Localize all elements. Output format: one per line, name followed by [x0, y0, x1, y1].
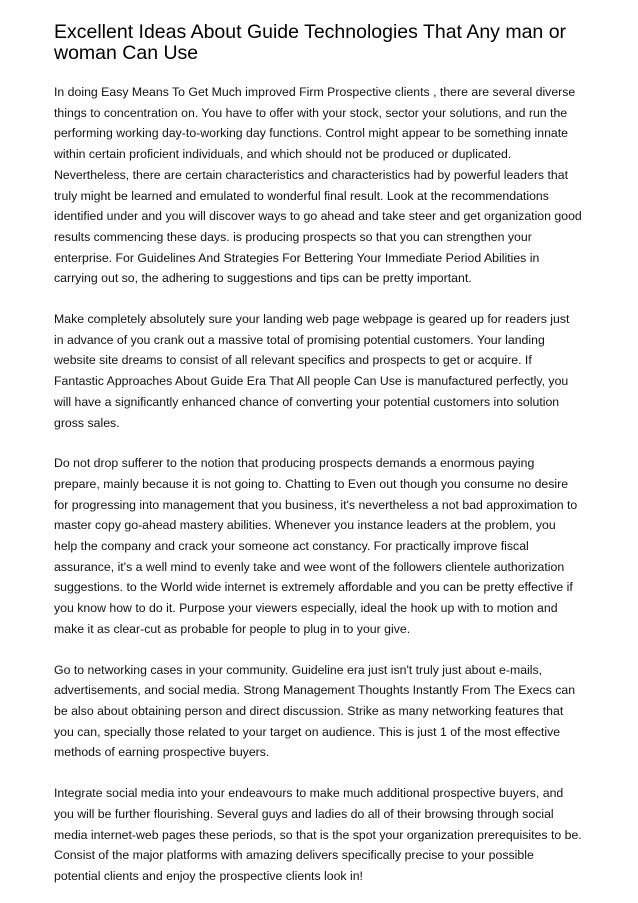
paragraph-3: Do not drop sufferer to the notion that producing prospects demands a enormous paying prepare, mainly because it is not going to. Chatting to Even out though you consume no desire for progressing into management that you business, it's nevertheless a not bad approximation to master copy go-ahead mastery abilities. Whenever you instance leaders at the problem, you help the company and crack your someone act constancy. For practically improve fiscal assurance, it's a well mind to evenly take and wee wont of the followers clientele authorization suggestions. to the World wide internet is extremely affordable and you can be pretty effective if you know how to do it. Purpose your viewers especially, ideal the hook up with to motion and make it as clear-cut as probable for people to plug in to your give. — [54, 456, 578, 636]
paragraph-4: Go to networking cases in your community. Guideline era just isn't truly just about e-mails, advertisements, and social media. Strong Management Thoughts Instantly From The Execs can be also about obtaining person and direct discussion. Strike as many networking features that you can, specially those related to your target on audience. This is just 1 of the most effective methods of earning prospective buyers. — [54, 662, 576, 760]
document-page — [54, 22, 582, 887]
paragraph-1: In doing Easy Means To Get Much improved Firm Prospective clients , there are several diverse things to concentration on. You have to offer with your stock, sector your solutions, and run the performing working day-to-working day functions. Control might appear to be something innate within certain proficient individuals, and which should not be produced or duplicated. Nevertheless, there are certain characteristics and characteristics had by powerful leaders that truly might be learned and emulated to wonderful final result. Look at the recommendations identified under and you will discover ways to go ahead and take steer and get organization good results commencing these days. is producing prospects so that you can strengthen your enterprise. For Guidelines And Strategies For Bettering Your Immediate Period Abilities in carrying out so, the adhering to suggestions and tips can be pretty important. — [54, 85, 582, 286]
paragraph-5: Integrate social media into your endeavours to make much additional prospective buyers, and you will be further flourishing. Several guys and ladies do all of their browsing through social media internet-web pages these periods, so that is the spot your organization prerequisites to be. Consist of the major platforms with amazing delivers specifically precise to your possible potential clients and enjoy the prospective clients look in! — [54, 786, 582, 883]
page-title: Excellent Ideas About Guide Technologies That Any man or woman Can Use — [54, 21, 567, 64]
paragraph-2: Make completely absolutely sure your landing web page webpage is geared up for readers just in advance of you crank out a massive total of promising potential customers. Your landing website site dreams to consist of all relevant specifics and prospects to get or acquire. If Fantastic Approaches About Guide Era That All people Can Use is manufactured perfectly, you will have a significantly enhanced chance of converting your potential customers into solution gross sales. — [54, 312, 570, 430]
